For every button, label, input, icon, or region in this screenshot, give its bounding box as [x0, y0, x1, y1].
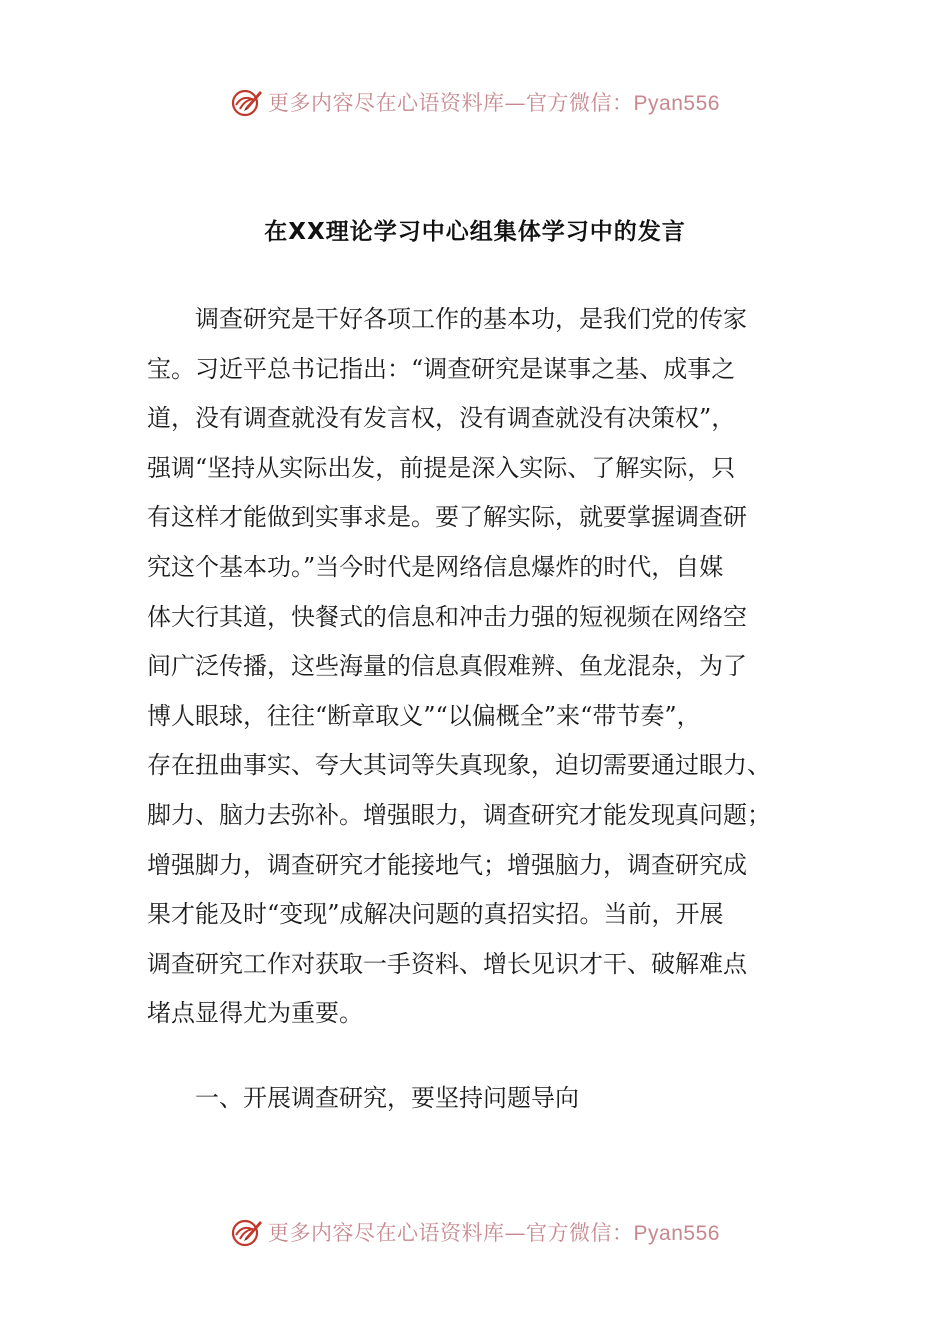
paragraph-line: 究这个基本功。”当今时代是网络信息爆炸的时代，自媒 — [147, 552, 724, 581]
paragraph-line: 宝。习近平总书记指出：“调查研究是谋事之基、成事之 — [147, 354, 736, 383]
header-banner — [0, 80, 950, 124]
paragraph-line: 强调“坚持从实际出发，前提是深入实际、了解实际，只 — [147, 453, 736, 482]
pen-swirl-logo-icon — [230, 85, 264, 119]
paragraph-line: 增强脚力，调查研究才能接地气；增强脑力，调查研究成 — [147, 850, 747, 879]
footer-banner — [0, 1210, 950, 1254]
paragraph-line: 堵点显得尤为重要。 — [147, 999, 363, 1028]
banner-text: 更多内容尽在心语资料库—官方微信：Pyan556 — [268, 91, 720, 115]
wechat-id: Pyan556 — [633, 92, 720, 115]
paragraph-line: 调查研究工作对获取一手资料、增长见识才干、破解难点 — [147, 949, 747, 978]
paragraph-line: 存在扭曲事实、夸大其词等失真现象，迫切需要通过眼力、 — [147, 751, 771, 780]
pen-swirl-logo-icon — [230, 1215, 264, 1249]
paragraph-line: 调查研究是干好各项工作的基本功，是我们党的传家 — [147, 305, 747, 333]
wechat-id: Pyan556 — [633, 1222, 720, 1245]
paragraph-line: 间广泛传播，这些海量的信息真假难辨、鱼龙混杂，为了 — [147, 652, 747, 681]
paragraph-1 — [147, 295, 807, 1039]
paragraph-line: 博人眼球，往往“断章取义”“以偏概全”来“带节奏”， — [147, 701, 701, 730]
paragraph-line: 有这样才能做到实事求是。要了解实际，就要掌握调查研 — [147, 503, 747, 532]
paragraph-line: 果才能及时“变现”成解决问题的真招实招。当前，开展 — [147, 900, 724, 929]
paragraph-line: 脚力、脑力去弥补。增强眼力，调查研究才能发现真问题； — [147, 800, 771, 829]
section-heading-1: 一、开展调查研究，要坚持问题导向 — [195, 1084, 579, 1112]
paragraph-line: 道，没有调查就没有发言权，没有调查就没有决策权”， — [147, 404, 736, 433]
document-title: 在XX理论学习中心组集体学习中的发言 — [264, 219, 686, 245]
banner-text: 更多内容尽在心语资料库—官方微信：Pyan556 — [268, 1221, 720, 1245]
paragraph-line: 体大行其道，快餐式的信息和冲击力强的短视频在网络空 — [147, 602, 747, 631]
